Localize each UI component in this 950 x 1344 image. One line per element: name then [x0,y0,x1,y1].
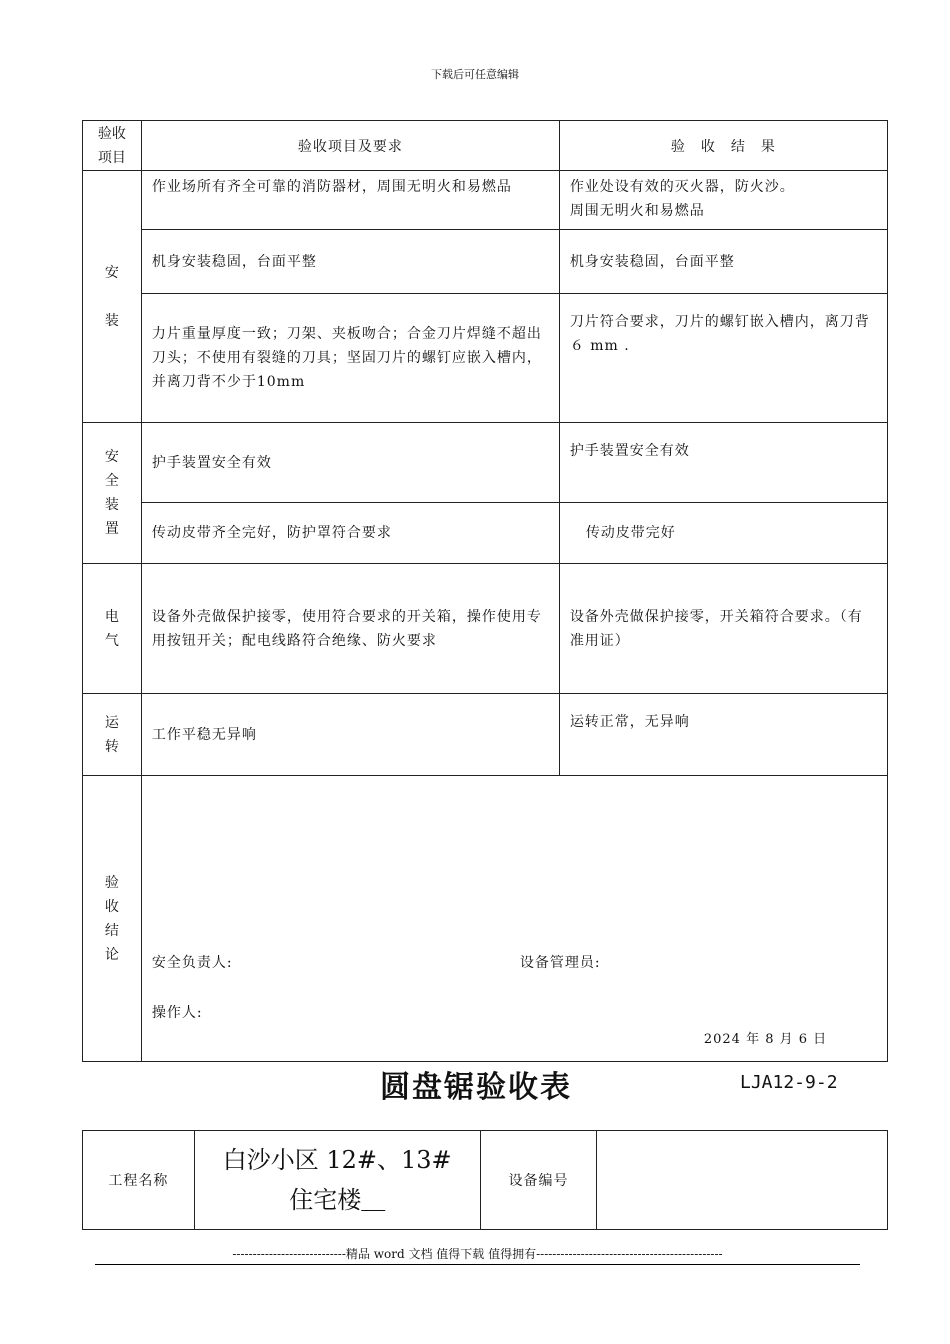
result-cell: 设备外壳做保护接零，开关箱符合要求。（有准用证） [559,564,887,694]
table-row [83,230,888,294]
conclusion-row [83,776,888,1062]
requirement-cell: 工作平稳无异响 [141,694,559,776]
result-cell: 运转正常，无异响 [559,694,887,776]
table-row [83,294,888,423]
table-row [83,423,888,503]
header-result: 验 收 结 果 [559,121,887,171]
acceptance-table [82,120,888,1062]
form-code: LJA12-9-2 [740,1072,838,1093]
equipment-number-value [597,1131,888,1230]
category-electrical: 电 气 [83,564,142,694]
table-row [83,564,888,694]
result-cell: 传动皮带完好 [559,503,887,564]
result-cell: 护手装置安全有效 [559,423,887,503]
project-info-table [82,1130,888,1230]
conclusion-cell [141,776,887,1062]
conclusion-area [142,776,887,1061]
header-requirement: 验收项目及要求 [141,121,559,171]
header-note: 下载后可任意编辑 [431,68,519,81]
footer-note: ----------------------------精品 word 文档 值得下载 值得拥有---------------------------------------------- [95,1245,860,1265]
result-cell: 机身安装稳固，台面平整 [559,230,887,294]
result-cell: 作业处设有效的灭火器，防火沙。 周围无明火和易燃品 [559,171,887,230]
table-row [83,1131,888,1230]
equipment-manager-label: 设备管理员: [519,955,601,971]
safety-officer-label: 安全负责人: [151,955,233,971]
result-cell: 刀片符合要求，刀片的螺钉嵌入槽内，离刀背６ mm . [559,294,887,423]
requirement-cell: 设备外壳做保护接零，使用符合要求的开关箱，操作使用专用按钮开关；配电线路符合绝缘、防火要求 [141,564,559,694]
table-row [83,694,888,776]
table-header-row [83,121,888,171]
acceptance-date: 2024 年 8 月 6 日 [703,1032,828,1047]
category-safety: 安 全 装 置 [83,423,142,564]
equipment-number-label: 设备编号 [480,1131,597,1230]
table-row [83,503,888,564]
header-item: 验收 项目 [83,121,142,171]
category-install: 安 装 [83,171,142,423]
project-name-label: 工程名称 [83,1131,195,1230]
project-name-value: 白沙小区 12#、13#住宅楼＿ [194,1131,480,1230]
requirement-cell: 机身安装稳固，台面平整 [141,230,559,294]
table-row [83,171,888,230]
operator-label: 操作人: [151,1005,203,1021]
requirement-cell: 护手装置安全有效 [141,423,559,503]
requirement-cell: 传动皮带齐全完好，防护罩符合要求 [141,503,559,564]
form-title: 圆盘锯验收表 [380,1070,572,1105]
requirement-cell: 作业场所有齐全可靠的消防器材，周围无明火和易燃品 [141,171,559,230]
category-conclusion: 验 收 结 论 [83,776,142,1062]
requirement-cell: 力片重量厚度一致；刀架、夹板吻合；合金刀片焊缝不超出刀头；不使用有裂缝的刀具；坚固刀片的螺钉应嵌入槽内，并离刀背不少于10mm [141,294,559,423]
category-operation: 运 转 [83,694,142,776]
